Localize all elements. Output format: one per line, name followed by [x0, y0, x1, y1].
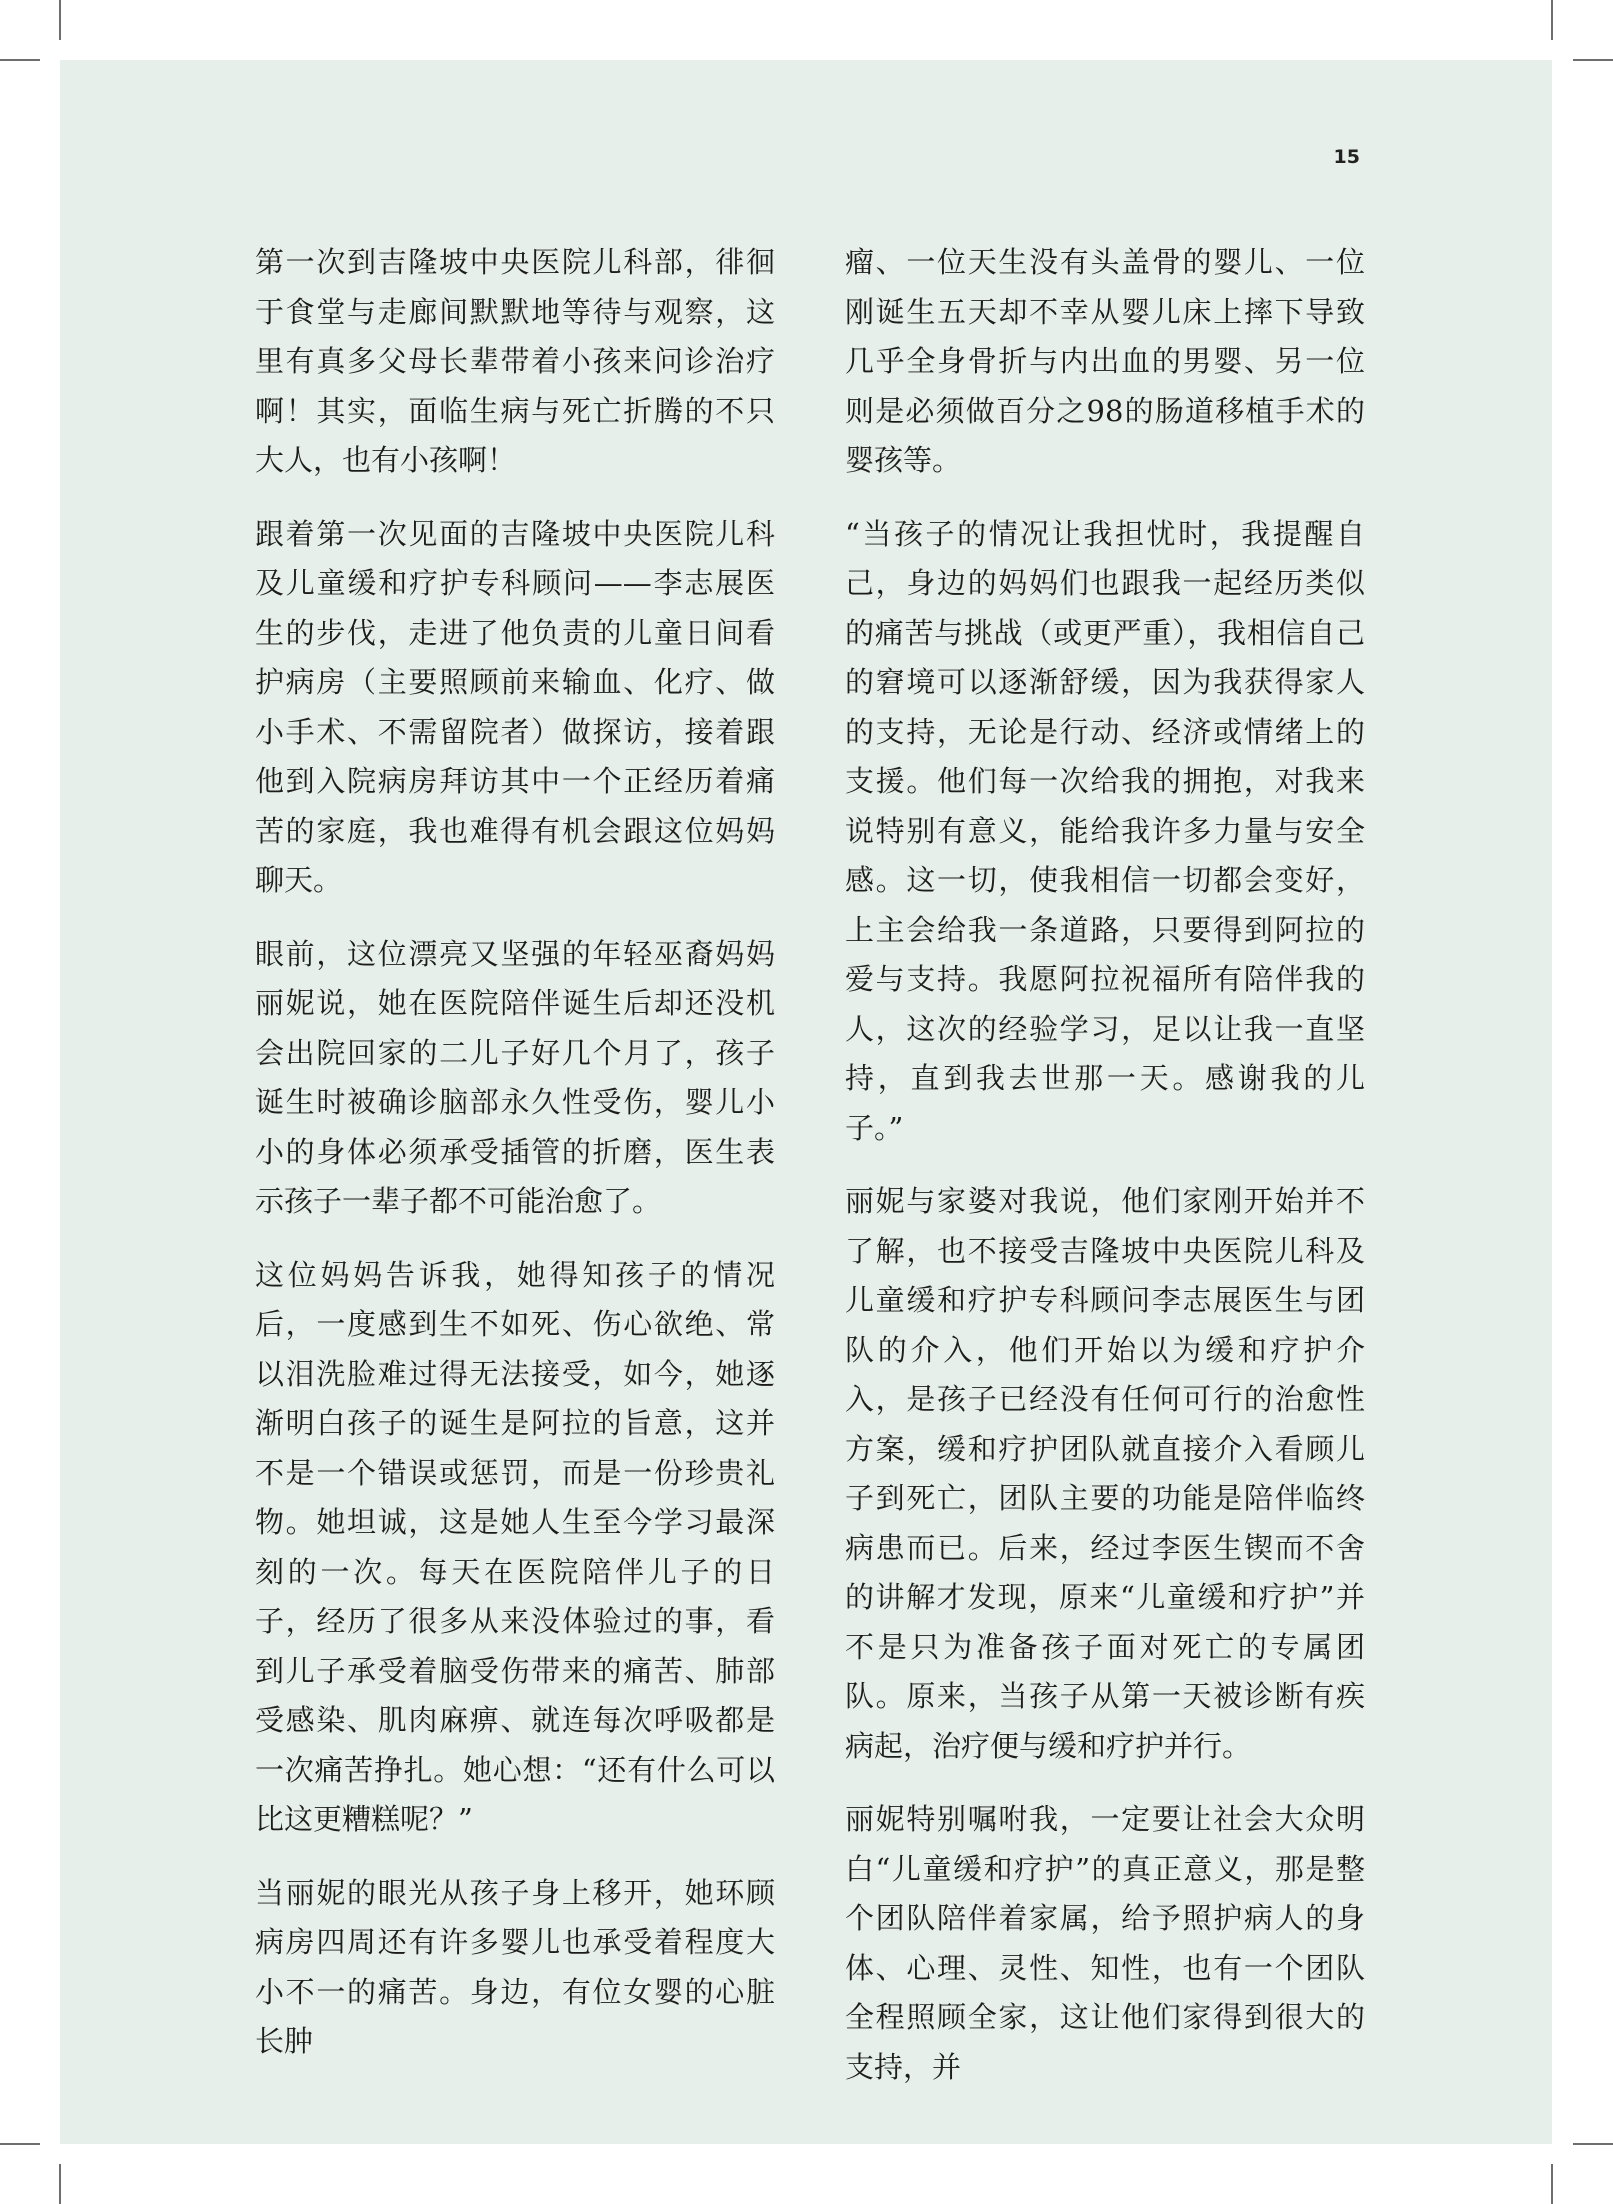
- crop-mark-top-right-vertical: [1551, 0, 1553, 40]
- crop-mark-top-left-vertical: [59, 0, 61, 40]
- crop-mark-bottom-left-vertical: [59, 2164, 61, 2204]
- paragraph: 丽妮特别嘱咐我，一定要让社会大众明白“儿童缓和疗护”的真正意义，那是整个团队陪伴着家属，给予照护病人的身体、心理、灵性、知性，也有一个团队全程照顾全家，这让他们家得到很大的支持，并: [845, 1802, 1365, 2084]
- paragraph: “当孩子的情况让我担忧时，我提醒自己，身边的妈妈们也跟我一起经历类似的痛苦与挑战（或更严重），我相信自己的窘境可以逐渐舒缓，因为我获得家人的支持，无论是行动、经济或情绪上的支援。他们每一次给我的拥抱，对我来说特别有意义，能给我许多力量与安全感。这一切，使我相信一切都会变好，上主会给我一条道路，只要得到阿拉的爱与支持。我愿阿拉祝福所有陪伴我的人，这次的经验学习，足以让我一直坚持，直到我去世那一天。感谢我的儿子。”: [845, 516, 1365, 1145]
- paragraph: 跟着第一次见面的吉隆坡中央医院儿科及儿童缓和疗护专科顾问——李志展医生的步伐，走进了他负责的儿童日间看护病房（主要照顾前来输血、化疗、做小手术、不需留院者）做探访，接着跟他到入院病房拜访其中一个正经历着痛苦的家庭，我也难得有机会跟这位妈妈聊天。: [255, 516, 775, 897]
- crop-mark-bottom-right-horizontal: [1573, 2143, 1613, 2145]
- paragraph: 眼前，这位漂亮又坚强的年轻巫裔妈妈丽妮说，她在医院陪伴诞生后却还没机会出院回家的二儿子好几个月了，孩子诞生时被确诊脑部永久性受伤，婴儿小小的身体必须承受插管的折磨，医生表示孩子一辈子都不可能治愈了。: [255, 936, 775, 1218]
- page-number: 15: [1333, 146, 1360, 168]
- paragraph: 第一次到吉隆坡中央医院儿科部，徘徊于食堂与走廊间默默地等待与观察，这里有真多父母长辈带着小孩来问诊治疗啊！其实，面临生病与死亡折腾的不只大人，也有小孩啊！: [255, 245, 775, 477]
- paragraph: 当丽妮的眼光从孩子身上移开，她环顾病房四周还有许多婴儿也承受着程度大小不一的痛苦。身边，有位女婴的心脏长肿: [255, 1875, 775, 2058]
- paragraph: 这位妈妈告诉我，她得知孩子的情况后，一度感到生不如死、伤心欲绝、常以泪洗脸难过得无法接受，如今，她逐渐明白孩子的诞生是阿拉的旨意，这并不是一个错误或惩罚，而是一份珍贵礼物。她坦诚，这是她人生至今学习最深刻的一次。每天在医院陪伴儿子的日子，经历了很多从来没体验过的事，看到儿子承受着脑受伤带来的痛苦、肺部受感染、肌肉麻痹、就连每次呼吸都是一次痛苦挣扎。她心想：“还有什么可以比这更糟糕呢？”: [255, 1257, 775, 1836]
- crop-mark-bottom-right-vertical: [1551, 2164, 1553, 2204]
- right-text-column: [845, 238, 1365, 2116]
- left-text-column: [255, 238, 775, 2091]
- paragraph: 瘤、一位天生没有头盖骨的婴儿、一位刚诞生五天却不幸从婴儿床上摔下导致几乎全身骨折与内出血的男婴、另一位则是必须做百分之98的肠道移植手术的婴孩等。: [845, 245, 1365, 477]
- paragraph: 丽妮与家婆对我说，他们家刚开始并不了解，也不接受吉隆坡中央医院儿科及儿童缓和疗护专科顾问李志展医生与团队的介入，他们开始以为缓和疗护介入，是孩子已经没有任何可行的治愈性方案，缓和疗护团队就直接介入看顾儿子到死亡，团队主要的功能是陪伴临终病患而已。后来，经过李医生锲而不舍的讲解才发现，原来“儿童缓和疗护”并不是只为准备孩子面对死亡的专属团队。原来，当孩子从第一天被诊断有疾病起，治疗便与缓和疗护并行。: [845, 1184, 1365, 1763]
- crop-mark-bottom-left-horizontal: [0, 2143, 40, 2145]
- crop-mark-top-left-horizontal: [0, 59, 40, 61]
- crop-mark-top-right-horizontal: [1573, 59, 1613, 61]
